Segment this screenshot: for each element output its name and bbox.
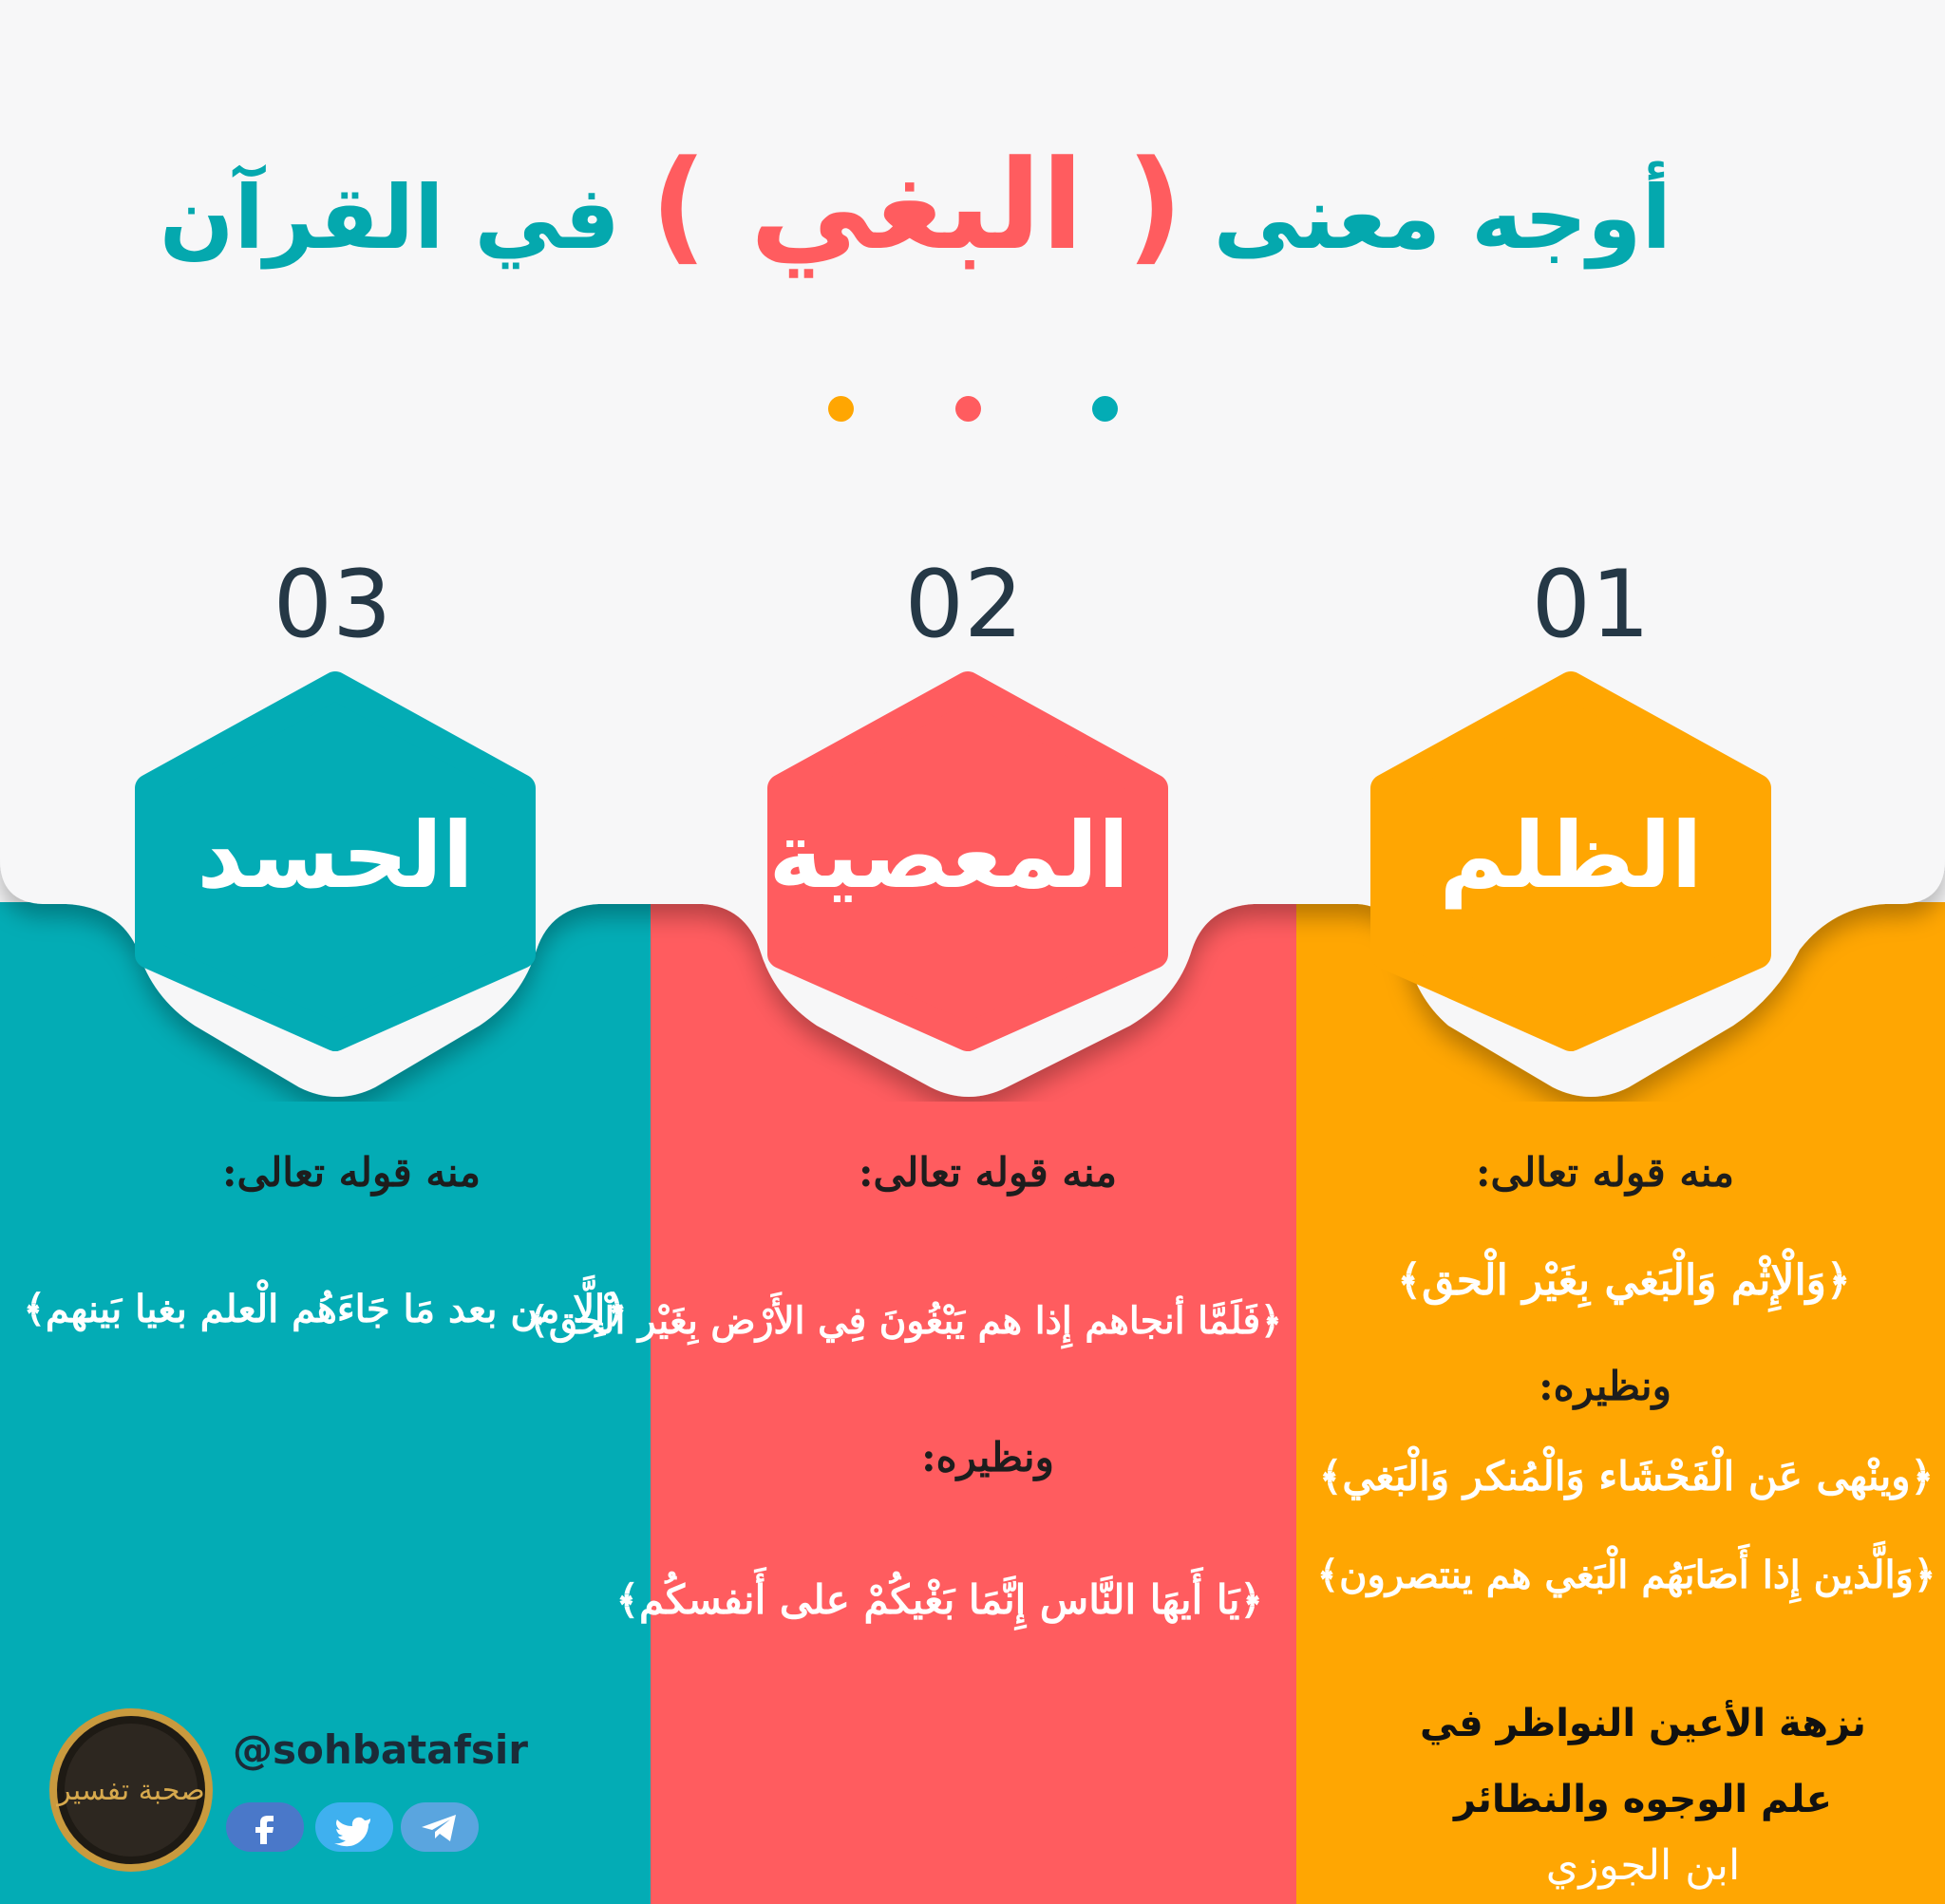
title-highlight: ( البغي ) [650,133,1183,277]
title-part1: أوجه معنى [1213,167,1671,269]
counterpart-label-2: ونظيره: [921,1434,1054,1480]
source-line1: نزهة الأعين النواظر في [1420,1702,1866,1745]
meaning-label-2: المعصية [768,802,1129,909]
logo-text: صحبة تفسير [57,1774,205,1807]
page-title [159,133,1671,277]
social-handle[interactable]: @sohbatafsir [233,1726,528,1773]
intro-2: منه قوله تعالى: [858,1149,1118,1196]
facebook-button[interactable] [226,1802,304,1852]
verse-1-2: ﴿وينْهى عَن الْفَحْشَاء وَالْمُنكر وَالْبَغي﴾ [1318,1453,1935,1499]
counterpart-label-1: ونظيره: [1539,1363,1671,1409]
meaning-label-1: الظلم [1439,802,1703,909]
twitter-button[interactable] [315,1802,393,1852]
verse-3-1: ﴿إِلَّا من بعد مَا جَاءَهُم الْعلم بغيا بَينهم﴾ [23,1287,628,1331]
meaning-number-2: 02 [904,551,1024,659]
intro-3: منه قوله تعالى: [221,1149,482,1196]
source-author: ابن الجوزي [1545,1841,1741,1890]
verse-2-2: ﴿يَا أَيهَا النَّاس إِنَّمَا بَغْيكُمْ على أَنفسكُم﴾ [615,1576,1263,1623]
meaning-label-3: الحسد [197,802,474,909]
dot-teal [1092,396,1118,422]
intro-1: منه قوله تعالى: [1475,1149,1735,1196]
verse-1-1: ﴿وَالْإِثْم وَالْبَغي بِغَيْر الْحق﴾ [1397,1256,1851,1305]
decorative-dots [0,396,1945,424]
telegram-button[interactable] [401,1802,479,1852]
meaning-number-1: 01 [1531,551,1651,659]
dot-orange [828,396,854,422]
telegram-icon [401,1802,479,1852]
dot-red [955,396,981,422]
facebook-icon [226,1802,304,1852]
source-reference [1368,1686,1918,1895]
twitter-icon [315,1802,393,1852]
source-line2: علم الوجوه والنظائر [1453,1778,1832,1821]
meaning-number-3: 03 [273,551,392,659]
verse-2-1: ﴿فَلَمَّا أنجاهم إِذا هم يَبْغُونَ فِي الأَرْض بِغَيْر الْحق﴾ [527,1299,1282,1343]
brand-logo [46,1705,217,1876]
title-part2: في القرآن [159,167,620,269]
verse-1-3: ﴿وَالَّذين إِذا أَصَابَهُم الْبَغي هم ينتصرون﴾ [1316,1553,1936,1597]
